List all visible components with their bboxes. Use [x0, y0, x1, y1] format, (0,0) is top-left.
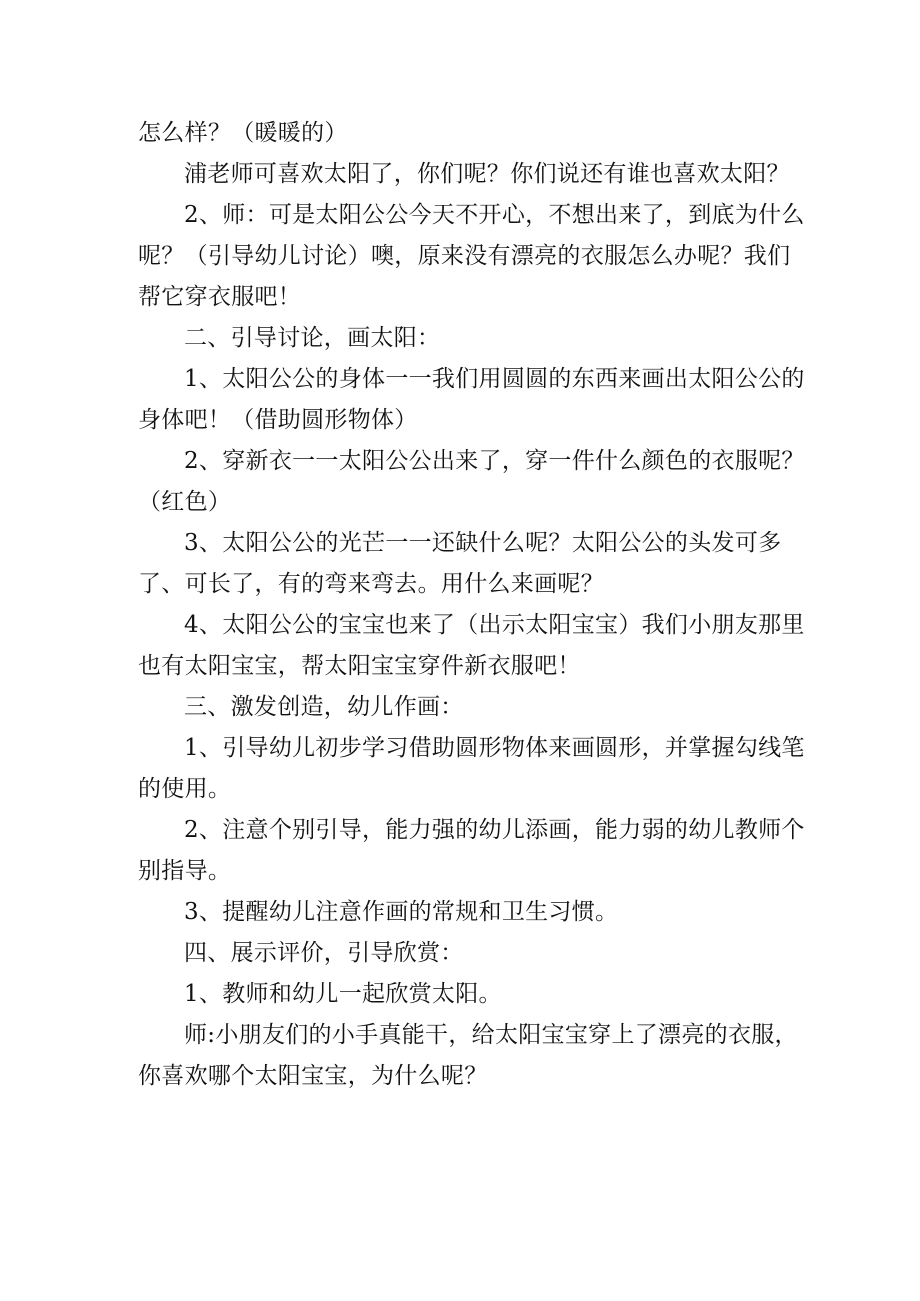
paragraph: 2、穿新衣一一太阳公公出来了，穿一件什么颜色的衣服呢？（红色） [138, 448, 805, 515]
paragraph: 4、太阳公公的宝宝也来了（出示太阳宝宝）我们小朋友那里也有太阳宝宝，帮太阳宝宝穿件新衣服吧！ [138, 612, 805, 679]
section-heading: 三、激发创造，幼儿作画： [184, 694, 464, 720]
paragraph: 3、太阳公公的光芒一一还缺什么呢？太阳公公的头发可多了、可长了，有的弯来弯去。用什么来画呢？ [138, 530, 782, 597]
section-heading: 四、展示评价，引导欣赏： [184, 940, 464, 966]
document-body [138, 113, 810, 1097]
paragraph: 1、太阳公公的身体一一我们用圆圆的东西来画出太阳公公的身体吧！（借助圆形物体） [138, 366, 805, 433]
paragraph: 1、引导幼儿初步学习借助圆形物体来画圆形，并掌握勾线笔的使用。 [138, 735, 805, 802]
paragraph: 浦老师可喜欢太阳了，你们呢？你们说还有谁也喜欢太阳？ [184, 161, 790, 187]
section-heading: 二、引导讨论，画太阳： [184, 325, 441, 351]
paragraph: 3、提醒幼儿注意作画的常规和卫生习惯。 [184, 899, 619, 925]
paragraph: 2、师：可是太阳公公今天不开心，不想出来了，到底为什么呢？（引导幼儿讨论）噢，原来没有漂亮的衣服怎么办呢？我们帮它穿衣服吧！ [138, 202, 805, 310]
paragraph: 2、注意个别引导，能力强的幼儿添画，能力弱的幼儿教师个别指导。 [138, 817, 805, 884]
paragraph: 1、教师和幼儿一起欣赏太阳。 [184, 981, 502, 1007]
paragraph-continuation: 怎么样？（暖暖的） [138, 120, 348, 146]
paragraph: 师:小朋友们的小手真能干，给太阳宝宝穿上了漂亮的衣服，你喜欢哪个太阳宝宝，为什么呢？ [138, 1022, 798, 1089]
